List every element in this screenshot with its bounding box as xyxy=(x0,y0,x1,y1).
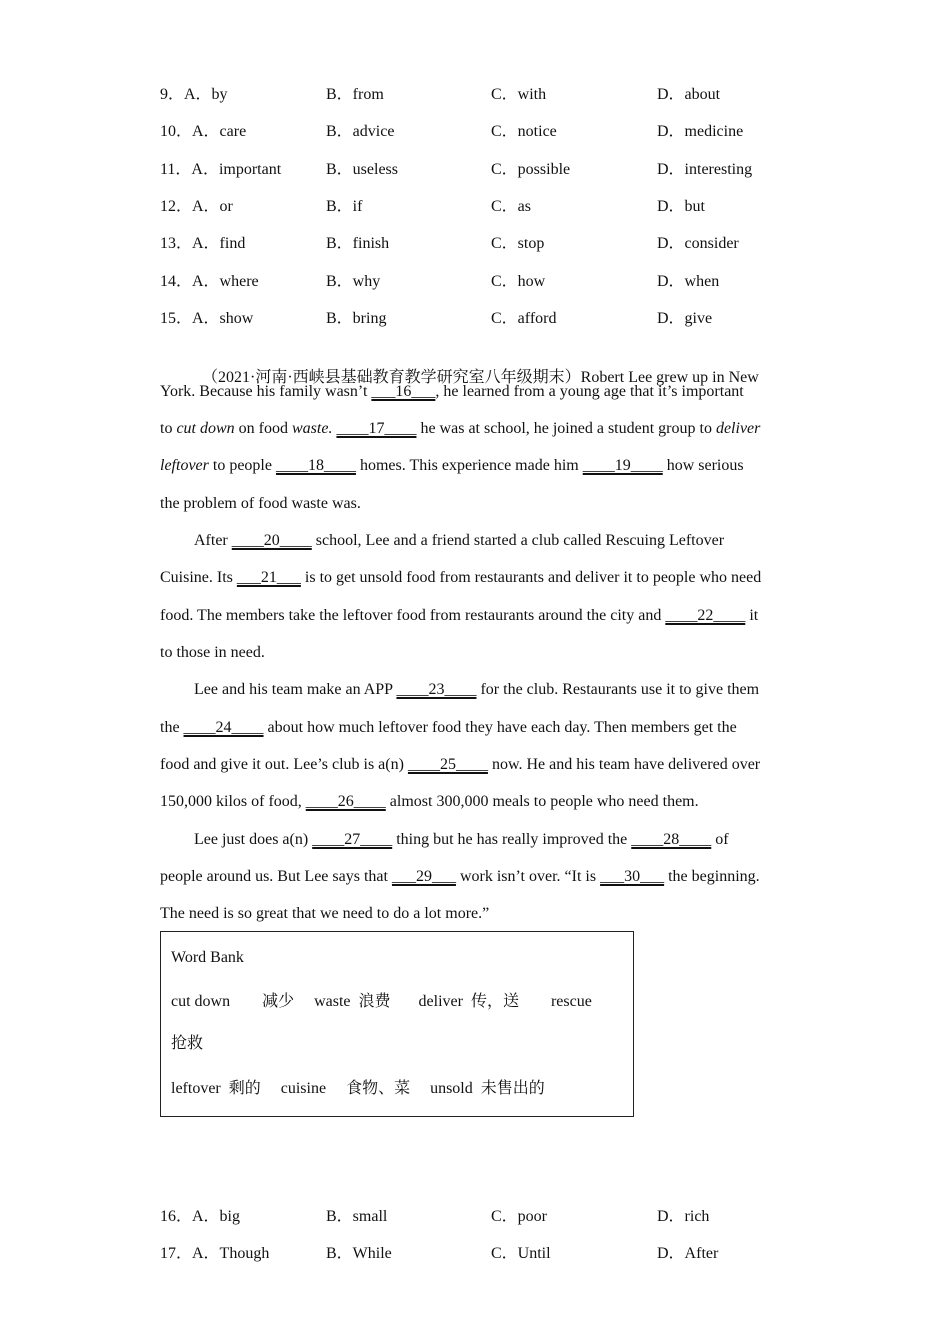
passage-text: about how much leftover food they have each day. Then members get the xyxy=(263,719,737,736)
italic-term: leftover xyxy=(160,457,209,474)
option-a: 17．A．Though xyxy=(160,1245,270,1262)
option-c: C．stop xyxy=(491,235,545,252)
passage-line xyxy=(194,529,724,553)
question-11-options xyxy=(160,156,800,180)
passage-text: , he learned from a young age that it’s important xyxy=(435,383,744,400)
word-bank-box xyxy=(160,931,634,1117)
option-a: 16．A．big xyxy=(160,1208,241,1225)
option-a: 9．A．by xyxy=(160,86,228,103)
option-d: D．medicine xyxy=(657,123,744,140)
passage-text: the xyxy=(160,719,184,736)
passage-line xyxy=(160,566,761,590)
passage-line xyxy=(194,828,729,852)
blank-20: ____20____ xyxy=(231,532,312,549)
passage-text: how serious xyxy=(662,457,744,474)
option-c: C．notice xyxy=(491,123,557,140)
blank-22: ____22____ xyxy=(665,607,746,624)
question-13-options xyxy=(160,230,800,254)
option-d: D．when xyxy=(657,273,720,290)
option-c: C．how xyxy=(491,273,546,290)
passage-text: thing but he has really improved the xyxy=(392,831,632,848)
blank-17: ____17____ xyxy=(336,420,417,437)
blank-24: ____24____ xyxy=(183,719,264,736)
option-d: D．rich xyxy=(657,1208,710,1225)
option-d: D．consider xyxy=(657,235,739,252)
option-b: B．why xyxy=(326,273,381,290)
blank-21: ___21___ xyxy=(236,569,301,586)
passage-line xyxy=(160,716,737,740)
passage-text: the beginning. xyxy=(664,868,760,885)
question-9-options xyxy=(160,81,800,105)
option-b: B．if xyxy=(326,198,363,215)
blank-19: ____19____ xyxy=(582,457,663,474)
passage-line xyxy=(160,417,760,441)
passage-text: Lee just does a(n) xyxy=(194,831,313,848)
option-c: C．as xyxy=(491,198,532,215)
option-d: D．give xyxy=(657,310,713,327)
passage-line xyxy=(160,902,489,926)
word-bank-title: Word Bank xyxy=(171,949,244,966)
passage-text: Lee and his team make an APP xyxy=(194,681,397,698)
blank-23: ____23____ xyxy=(396,681,477,698)
passage-text: York. Because his family wasn’t xyxy=(160,383,372,400)
passage-text: it xyxy=(745,607,759,624)
passage-text: almost 300,000 meals to people who need them. xyxy=(385,793,699,810)
passage-text: food and give it out. Lee’s club is a(n) xyxy=(160,756,408,773)
passage-text: to people xyxy=(208,457,276,474)
passage-text: 150,000 kilos of food, xyxy=(160,793,306,810)
passage-line xyxy=(160,865,760,889)
blank-30: ___30___ xyxy=(600,868,665,885)
question-17-options xyxy=(160,1240,800,1264)
option-d: D．After xyxy=(657,1245,719,1262)
passage-text: to those in need. xyxy=(160,644,265,661)
option-a: 13．A．find xyxy=(160,235,246,252)
passage-line xyxy=(160,380,744,404)
option-b: B．advice xyxy=(326,123,395,140)
blank-26: ____26____ xyxy=(305,793,386,810)
question-12-options xyxy=(160,193,800,217)
passage-text: work isn’t over. “It is xyxy=(455,868,601,885)
question-10-options xyxy=(160,118,800,142)
italic-term: deliver xyxy=(715,420,761,437)
option-b: B．finish xyxy=(326,235,390,252)
passage-line xyxy=(160,492,361,516)
option-d: D．but xyxy=(657,198,706,215)
passage-line xyxy=(160,753,760,777)
passage-text: After xyxy=(194,532,232,549)
option-c: C．poor xyxy=(491,1208,548,1225)
word-bank-line: leftover 剩的 cuisine 食物、菜 unsold 未售出的 xyxy=(171,1080,545,1097)
question-15-options xyxy=(160,305,800,329)
option-d: D．about xyxy=(657,86,721,103)
passage-text: the problem of food waste was. xyxy=(160,495,361,512)
passage-text: now. He and his team have delivered over xyxy=(487,756,761,773)
option-c: C．afford xyxy=(491,310,557,327)
passage-text: Cuisine. Its xyxy=(160,569,237,586)
word-bank-line: 抢救 xyxy=(171,1035,204,1052)
option-a: 12．A．or xyxy=(160,198,233,215)
option-a: 10．A．care xyxy=(160,123,247,140)
passage-text: is to get unsold food from restaurants and deliver it to people who need xyxy=(300,569,762,586)
word-bank-line: cut down 减少 waste 浪费 deliver 传，送 rescue xyxy=(171,993,592,1010)
passage-text: to xyxy=(160,420,177,437)
passage-line xyxy=(160,641,265,665)
italic-term: cut down xyxy=(176,420,235,437)
option-a: 11．A．important xyxy=(160,161,282,178)
option-c: C．with xyxy=(491,86,547,103)
passage-text: of xyxy=(711,831,729,848)
option-c: C．possible xyxy=(491,161,571,178)
passage-text: school, Lee and a friend started a club called Rescuing Leftover xyxy=(311,532,725,549)
option-b: B．useless xyxy=(326,161,399,178)
passage-line xyxy=(160,604,758,628)
passage-text: he was at school, he joined a student group to xyxy=(416,420,716,437)
passage-text: The need is so great that we need to do a lot more.” xyxy=(160,905,490,922)
option-b: B．small xyxy=(326,1208,388,1225)
passage-text: food. The members take the leftover food from restaurants around the city and xyxy=(160,607,666,624)
passage-text: （2021·河南·西峡县基础教育教学研究室八年级期末）Robert Lee grew up in New xyxy=(202,369,759,386)
option-b: B．from xyxy=(326,86,384,103)
option-c: C．Until xyxy=(491,1245,551,1262)
passage-text: for the club. Restaurants use it to give them xyxy=(476,681,760,698)
option-a: 14．A．where xyxy=(160,273,259,290)
option-d: D．interesting xyxy=(657,161,753,178)
passage-text: on food xyxy=(234,420,292,437)
question-16-options xyxy=(160,1203,800,1227)
question-14-options xyxy=(160,268,800,292)
blank-18: ____18____ xyxy=(275,457,356,474)
passage-text: people around us. But Lee says that xyxy=(160,868,392,885)
blank-25: ____25____ xyxy=(407,756,488,773)
blank-27: ____27____ xyxy=(312,831,393,848)
blank-29: ___29___ xyxy=(391,868,456,885)
passage-line xyxy=(160,454,744,478)
blank-16: ___16___ xyxy=(371,383,436,400)
italic-term: waste. xyxy=(292,420,333,437)
blank-28: ____28____ xyxy=(631,831,712,848)
option-a: 15．A．show xyxy=(160,310,254,327)
passage-line xyxy=(194,678,759,702)
option-b: B．bring xyxy=(326,310,387,327)
passage-line xyxy=(160,790,699,814)
passage-text: homes. This experience made him xyxy=(355,457,583,474)
option-b: B．While xyxy=(326,1245,392,1262)
